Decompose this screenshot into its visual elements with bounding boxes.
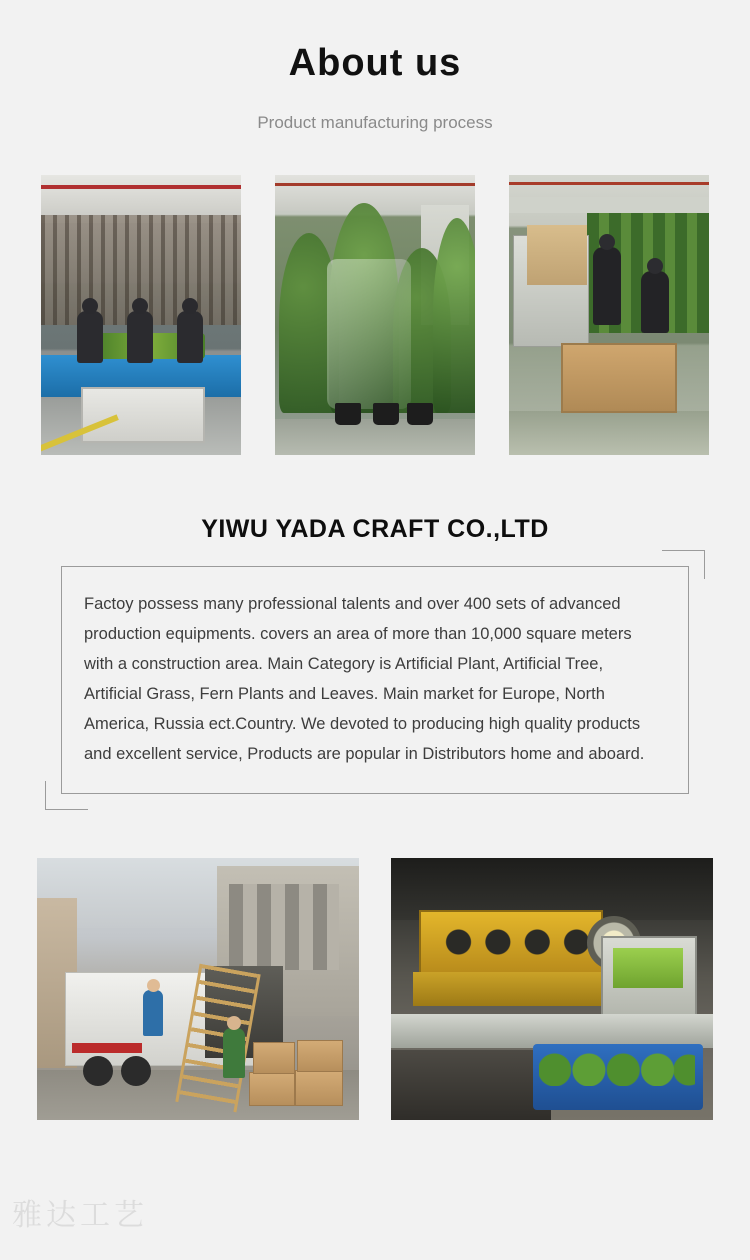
carton-decor [249,1072,295,1106]
shelf-decor [509,197,709,213]
worker-figure [77,311,103,363]
photo-greenhouse-plants [275,175,475,455]
yellow-mold-tray-decor [419,910,603,974]
wheel-decor [83,1056,113,1086]
plant-decor [433,218,475,413]
photo-production-machine [391,858,713,1120]
carton-decor [297,1040,343,1072]
crate-decor [81,387,205,443]
worker-figure [143,990,163,1036]
photo-packing-cartons [509,175,709,455]
carton-decor [295,1070,343,1106]
red-beam-decor [275,183,475,186]
plastic-wrap-decor [327,259,411,409]
description-section [61,566,689,794]
worker-figure [593,247,621,325]
bottom-photo-gallery [0,858,750,1120]
control-panel-decor [601,936,697,1018]
corner-bracket-top-right [662,550,705,579]
floor-decor [509,411,709,455]
panel-screen-decor [613,948,683,988]
carton-decor [253,1042,295,1074]
top-photo-gallery [0,175,750,455]
description-box [61,566,689,794]
red-beam-decor [41,185,241,189]
corner-bracket-bottom-left [45,781,88,810]
worker-figure [223,1028,245,1078]
pot-decor [373,403,399,425]
wheel-decor [121,1056,151,1086]
worker-figure [177,311,203,363]
red-beam-decor [509,182,709,185]
worker-figure [641,271,669,333]
worker-figure [127,311,153,363]
pot-decor [335,403,361,425]
photo-factory-workshop [41,175,241,455]
boxes-decor [527,225,587,285]
carton-decor [561,343,677,413]
workbench-decor [391,1014,713,1048]
company-name: YIWU YADA CRAFT CO.,LTD [201,515,549,544]
photo-container-loading [37,858,359,1120]
yellow-mold-tray-decor [413,972,603,1006]
page-subtitle: Product manufacturing process [257,113,493,133]
green-pots-decor [539,1046,695,1086]
page-title: About us [288,42,462,85]
description-text: Factoy possess many professional talents and over 400 sets of advanced production equipments. covers an area of more than 10,000 square meters with a construction area. Main Category is Artificial Plant, Artificial Tree, Artificial Grass, Fern Plants and Leaves. Main market for Europe, North America, Russia ect.Country. We devoted to producing high quality products and excellent service, Products are popular in Distributors home and aboard. [84,595,645,764]
pot-decor [407,403,433,425]
about-us-page [0,25,750,1260]
truck-stripe-decor [72,1043,142,1053]
watermark: 雅达工艺 [12,1198,148,1234]
floor-decor [391,1050,551,1120]
